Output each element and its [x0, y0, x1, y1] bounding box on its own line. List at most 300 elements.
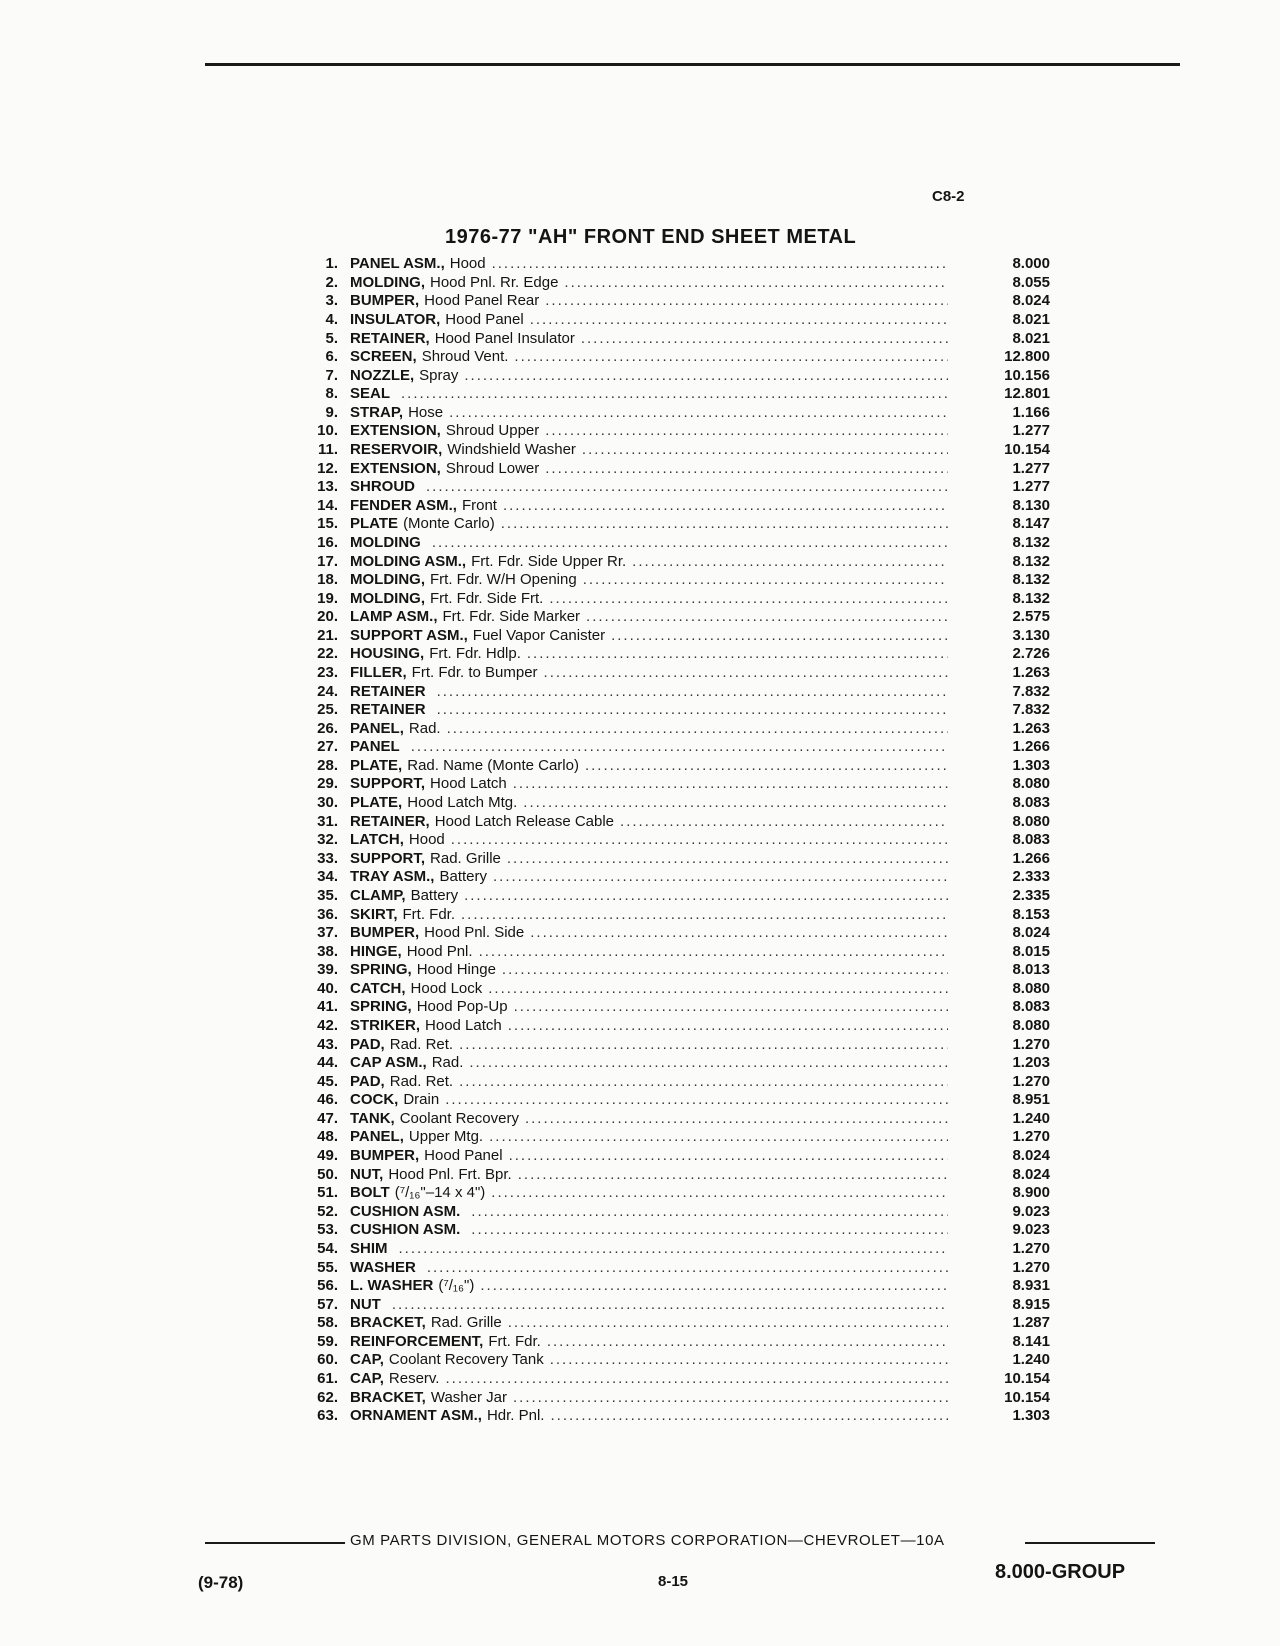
part-row: [300, 1110, 1060, 1129]
part-number: 21.: [317, 626, 338, 644]
leader-dots: [523, 794, 948, 812]
part-description: [350, 1389, 950, 1407]
part-number: 16.: [317, 533, 338, 551]
part-group-number: 1.240: [1012, 1109, 1050, 1127]
part-group-number: 8.147: [1012, 515, 1050, 533]
part-group-number: 8.130: [1012, 496, 1050, 514]
part-description: [350, 813, 950, 831]
part-row: [300, 385, 1060, 404]
part-row: [300, 1295, 1060, 1314]
leader-dots: [513, 775, 948, 793]
part-detail: Hood Pnl. Rr. Edge: [430, 273, 559, 291]
part-row: [300, 1277, 1060, 1296]
leader-dots: [530, 311, 948, 329]
part-row: [300, 1072, 1060, 1091]
part-group-number: 8.015: [1012, 942, 1050, 960]
part-row: [300, 887, 1060, 906]
part-detail: Frt. Fdr.: [402, 905, 456, 923]
part-description: [350, 701, 950, 719]
part-number: 34.: [317, 868, 338, 886]
part-name: REINFORCEMENT,: [350, 1332, 484, 1350]
leader-dots: [437, 683, 948, 701]
part-number: 10.: [317, 422, 338, 440]
part-group-number: 12.800: [1004, 348, 1050, 366]
part-number: 39.: [317, 961, 338, 979]
part-detail: Hood Hinge: [416, 961, 496, 979]
part-row: [300, 404, 1060, 423]
part-detail: Spray: [419, 366, 459, 384]
part-number: 54.: [317, 1239, 338, 1257]
part-group-number: 8.000: [1012, 255, 1050, 273]
part-detail: Drain: [403, 1091, 440, 1109]
part-row: [300, 1388, 1060, 1407]
part-group-number: 1.270: [1012, 1072, 1050, 1090]
part-name: SUPPORT,: [350, 849, 426, 867]
part-description: [350, 998, 950, 1016]
part-detail: Front: [461, 496, 497, 514]
part-name: PANEL,: [350, 1128, 404, 1146]
part-row: [300, 348, 1060, 367]
part-detail: Hood Panel: [424, 1147, 503, 1165]
part-name: WASHER: [350, 1258, 416, 1276]
part-number: 58.: [317, 1314, 338, 1332]
part-group-number: 1.203: [1012, 1054, 1050, 1072]
part-group-number: 8.024: [1012, 924, 1050, 942]
part-row: [300, 942, 1060, 961]
part-group-number: 8.083: [1012, 831, 1050, 849]
part-name: CLAMP,: [350, 886, 406, 904]
part-group-number: 7.832: [1012, 682, 1050, 700]
part-group-number: 1.266: [1012, 849, 1050, 867]
part-detail: Hood Pnl. Side: [424, 924, 525, 942]
part-detail: Hood Panel Rear: [424, 292, 540, 310]
part-description: [350, 1091, 950, 1109]
part-group-number: 1.240: [1012, 1351, 1050, 1369]
part-number: 30.: [317, 794, 338, 812]
part-group-number: 10.154: [1004, 441, 1050, 459]
part-row: [300, 1370, 1060, 1389]
part-number: 62.: [317, 1388, 338, 1406]
part-group-number: 1.263: [1012, 664, 1050, 681]
part-detail: (⁷/₁₆"–14 x 4"): [394, 1184, 486, 1202]
part-name: PANEL,: [350, 719, 404, 737]
part-number: 1.: [325, 255, 338, 273]
part-name: TANK,: [350, 1109, 395, 1127]
leader-dots: [503, 497, 948, 515]
part-detail: Hood Latch: [430, 775, 507, 793]
part-description: [350, 831, 950, 849]
part-detail: Battery: [410, 886, 459, 904]
part-row: [300, 1091, 1060, 1110]
part-description: [350, 1017, 950, 1035]
leader-dots: [507, 850, 948, 868]
leader-dots: [464, 887, 948, 905]
part-detail: Frt. Fdr. Hdlp.: [429, 645, 521, 663]
part-number: 41.: [317, 998, 338, 1016]
leader-dots: [451, 831, 948, 849]
part-description: [350, 1333, 950, 1351]
part-name: STRAP,: [350, 403, 404, 421]
part-row: [300, 366, 1060, 385]
footer-publisher: GM PARTS DIVISION, GENERAL MOTORS CORPORATION—CHEVROLET—10A: [350, 1532, 945, 1549]
part-row: [300, 571, 1060, 590]
part-row: [300, 757, 1060, 776]
part-detail: Hood Panel: [445, 311, 524, 329]
part-name: NUT: [350, 1295, 381, 1313]
leader-dots: [509, 1147, 948, 1165]
part-number: 23.: [317, 664, 338, 681]
leader-dots: [401, 385, 948, 403]
leader-dots: [471, 1221, 948, 1239]
part-group-number: 1.303: [1012, 756, 1050, 774]
part-description: [350, 720, 950, 738]
part-number: 28.: [317, 756, 338, 774]
part-name: CAP ASM.,: [350, 1054, 427, 1072]
part-row: [300, 1314, 1060, 1333]
part-name: SUPPORT,: [350, 775, 426, 793]
part-row: [300, 961, 1060, 980]
part-row: [300, 794, 1060, 813]
part-detail: Frt. Fdr. Side Marker: [442, 608, 581, 626]
part-row: [300, 497, 1060, 516]
part-name: MOLDING ASM.,: [350, 552, 467, 570]
leader-dots: [513, 1389, 948, 1407]
part-description: [350, 943, 950, 961]
part-row: [300, 608, 1060, 627]
leader-dots: [491, 1184, 948, 1202]
part-description: [350, 311, 950, 329]
part-description: [350, 924, 950, 942]
part-row: [300, 682, 1060, 701]
part-number: 11.: [317, 441, 338, 459]
part-detail: (⁷/₁₆"): [438, 1277, 475, 1295]
part-description: [350, 1296, 950, 1314]
part-group-number: 1.270: [1012, 1035, 1050, 1053]
part-name: MOLDING,: [350, 589, 425, 607]
part-name: SKIRT,: [350, 905, 398, 923]
leader-dots: [459, 1073, 948, 1091]
leader-dots: [411, 738, 948, 756]
part-number: 31.: [317, 812, 338, 830]
part-detail: Rad.: [408, 719, 441, 737]
part-row: [300, 534, 1060, 553]
part-number: 18.: [317, 571, 338, 589]
part-name: L. WASHER: [350, 1277, 434, 1295]
part-name: PLATE: [350, 515, 399, 533]
part-row: [300, 515, 1060, 534]
part-description: [350, 1184, 950, 1202]
part-number: 43.: [317, 1035, 338, 1053]
part-name: INSULATOR,: [350, 311, 441, 329]
part-group-number: 10.154: [1004, 1388, 1050, 1406]
part-number: 36.: [317, 905, 338, 923]
part-name: COCK,: [350, 1091, 399, 1109]
part-name: STRIKER,: [350, 1016, 421, 1034]
leader-dots: [545, 460, 948, 478]
leader-dots: [583, 571, 948, 589]
part-name: LATCH,: [350, 831, 404, 849]
part-row: [300, 924, 1060, 943]
part-group-number: 8.080: [1012, 979, 1050, 997]
part-description: [350, 255, 950, 273]
part-number: 13.: [317, 478, 338, 496]
part-group-number: 8.021: [1012, 311, 1050, 329]
part-detail: Shroud Upper: [445, 422, 540, 440]
part-name: SEAL: [350, 385, 391, 403]
part-row: [300, 627, 1060, 646]
part-number: 32.: [317, 831, 338, 849]
part-number: 37.: [317, 924, 338, 942]
part-number: 35.: [317, 886, 338, 904]
part-number: 61.: [317, 1369, 338, 1387]
part-detail: Frt. Fdr. W/H Opening: [430, 571, 577, 589]
part-description: [350, 367, 950, 385]
part-group-number: 8.132: [1012, 589, 1050, 607]
part-row: [300, 1147, 1060, 1166]
part-detail: Frt. Fdr. Side Upper Rr.: [471, 552, 627, 570]
part-number: 6.: [325, 348, 338, 366]
part-name: RETAINER: [350, 701, 426, 719]
part-number: 5.: [325, 329, 338, 347]
part-description: [350, 683, 950, 701]
part-detail: Hood Latch Mtg.: [407, 794, 518, 812]
part-row: [300, 868, 1060, 887]
part-description: [350, 478, 950, 496]
part-detail: Hood Pnl. Frt. Bpr.: [388, 1165, 512, 1183]
part-description: [350, 348, 950, 366]
leader-dots: [399, 1240, 949, 1258]
page-code: C8-2: [932, 188, 965, 205]
part-group-number: 8.024: [1012, 292, 1050, 310]
part-group-number: 8.021: [1012, 329, 1050, 347]
part-detail: Rad. Name (Monte Carlo): [407, 756, 579, 774]
part-description: [350, 1054, 950, 1072]
part-group-number: 8.153: [1012, 905, 1050, 923]
part-row: [300, 701, 1060, 720]
part-detail: Rad. Ret.: [389, 1035, 454, 1053]
part-detail: Shroud Lower: [445, 459, 540, 477]
leader-dots: [545, 292, 948, 310]
part-number: 4.: [325, 311, 338, 329]
leader-dots: [501, 515, 948, 533]
part-number: 55.: [317, 1258, 338, 1276]
part-number: 56.: [317, 1277, 338, 1295]
part-description: [350, 757, 950, 775]
part-description: [350, 850, 950, 868]
part-name: BUMPER,: [350, 292, 420, 310]
part-name: SHROUD: [350, 478, 416, 496]
part-description: [350, 460, 950, 478]
part-detail: Hood Pop-Up: [416, 998, 508, 1016]
leader-dots: [464, 367, 948, 385]
part-row: [300, 1407, 1060, 1426]
leader-dots: [518, 1166, 948, 1184]
part-row: [300, 1165, 1060, 1184]
part-group-number: 8.141: [1012, 1332, 1050, 1350]
part-number: 42.: [317, 1016, 338, 1034]
part-row: [300, 664, 1060, 683]
part-detail: Shroud Vent.: [421, 348, 509, 366]
part-name: BUMPER,: [350, 924, 420, 942]
footer-page-number: 8-15: [658, 1573, 689, 1590]
part-name: HINGE,: [350, 942, 402, 960]
part-number: 59.: [317, 1332, 338, 1350]
part-description: [350, 534, 950, 552]
part-row: [300, 589, 1060, 608]
part-row: [300, 552, 1060, 571]
part-detail: Frt. Fdr.: [488, 1332, 541, 1350]
part-description: [350, 274, 950, 292]
part-detail: Hood Panel Insulator: [434, 329, 575, 347]
part-row: [300, 1054, 1060, 1073]
part-description: [350, 515, 950, 533]
part-detail: Hose: [408, 403, 444, 421]
leader-dots: [525, 1110, 948, 1128]
part-group-number: 8.132: [1012, 533, 1050, 551]
part-description: [350, 590, 950, 608]
part-row: [300, 459, 1060, 478]
leader-dots: [489, 1128, 948, 1146]
part-name: NUT,: [350, 1165, 384, 1183]
leader-dots: [564, 274, 948, 292]
leader-dots: [530, 924, 948, 942]
leader-dots: [445, 1091, 948, 1109]
part-description: [350, 1036, 950, 1054]
part-description: [350, 738, 950, 756]
part-row: [300, 1258, 1060, 1277]
part-group-number: 1.277: [1012, 459, 1050, 477]
part-group-number: 1.287: [1012, 1314, 1050, 1332]
part-detail: Fuel Vapor Canister: [472, 626, 606, 644]
leader-dots: [585, 757, 948, 775]
part-description: [350, 906, 950, 924]
part-name: BUMPER,: [350, 1147, 420, 1165]
leader-dots: [508, 1314, 948, 1332]
part-number: 12.: [317, 459, 338, 477]
leader-dots: [459, 1036, 948, 1054]
part-detail: Hood Lock: [410, 979, 483, 997]
part-group-number: 8.931: [1012, 1277, 1050, 1295]
part-description: [350, 441, 950, 459]
part-number: 27.: [317, 738, 338, 756]
part-number: 22.: [317, 645, 338, 663]
part-name: RETAINER,: [350, 329, 430, 347]
part-group-number: 9.023: [1012, 1202, 1050, 1220]
part-name: FENDER ASM.,: [350, 496, 457, 514]
part-description: [350, 627, 950, 645]
part-row: [300, 311, 1060, 330]
part-description: [350, 1314, 950, 1332]
part-group-number: 2.333: [1012, 868, 1050, 886]
part-number: 52.: [317, 1202, 338, 1220]
part-group-number: 1.270: [1012, 1239, 1050, 1257]
part-detail: Frt. Fdr. Side Frt.: [430, 589, 544, 607]
part-number: 8.: [325, 385, 338, 403]
part-number: 53.: [317, 1221, 338, 1239]
part-group-number: 8.132: [1012, 552, 1050, 570]
part-group-number: 1.270: [1012, 1128, 1050, 1146]
leader-dots: [447, 720, 948, 738]
part-group-number: 8.083: [1012, 794, 1050, 812]
leader-dots: [437, 701, 948, 719]
leader-dots: [514, 348, 948, 366]
part-name: ORNAMENT ASM.,: [350, 1407, 482, 1425]
part-detail: Rad. Grille: [430, 849, 501, 867]
part-group-number: 1.166: [1012, 403, 1050, 421]
part-row: [300, 1017, 1060, 1036]
part-number: 19.: [317, 589, 338, 607]
leader-dots: [449, 404, 948, 422]
part-description: [350, 1370, 950, 1388]
part-row: [300, 850, 1060, 869]
part-name: SHIM: [350, 1239, 388, 1257]
part-group-number: 8.080: [1012, 812, 1050, 830]
part-name: PAD,: [350, 1035, 385, 1053]
leader-dots: [545, 422, 948, 440]
part-group-number: 3.130: [1012, 626, 1050, 644]
footer-date: (9-78): [198, 1573, 244, 1592]
leader-dots: [469, 1054, 948, 1072]
part-description: [350, 1128, 950, 1146]
part-row: [300, 738, 1060, 757]
part-group-number: 1.277: [1012, 422, 1050, 440]
leader-dots: [426, 478, 948, 496]
part-detail: Upper Mtg.: [408, 1128, 484, 1146]
leader-dots: [488, 980, 948, 998]
part-description: [350, 1221, 950, 1239]
part-group-number: 8.080: [1012, 1016, 1050, 1034]
part-detail: Hood Pnl.: [406, 942, 473, 960]
part-detail: Washer Jar: [430, 1388, 507, 1406]
part-description: [350, 1203, 950, 1221]
part-name: EXTENSION,: [350, 422, 441, 440]
part-name: NOZZLE,: [350, 366, 415, 384]
part-name: CUSHION ASM.: [350, 1221, 461, 1239]
part-group-number: 8.024: [1012, 1147, 1050, 1165]
part-description: [350, 571, 950, 589]
part-number: 2.: [325, 273, 338, 291]
part-number: 14.: [317, 496, 338, 514]
part-detail: Coolant Recovery Tank: [388, 1351, 544, 1369]
part-number: 48.: [317, 1128, 338, 1146]
part-description: [350, 1277, 950, 1295]
part-description: [350, 1110, 950, 1128]
part-description: [350, 775, 950, 793]
part-detail: Hdr. Pnl.: [486, 1407, 545, 1425]
part-number: 60.: [317, 1351, 338, 1369]
part-name: TRAY ASM.,: [350, 868, 435, 886]
footer-rule-right: [1025, 1542, 1155, 1544]
leader-dots: [432, 534, 948, 552]
leader-dots: [586, 608, 948, 626]
part-detail: Windshield Washer: [447, 441, 576, 459]
part-detail: Coolant Recovery: [399, 1109, 519, 1127]
part-name: BRACKET,: [350, 1314, 426, 1332]
part-group-number: 7.832: [1012, 701, 1050, 719]
part-row: [300, 1184, 1060, 1203]
part-row: [300, 998, 1060, 1017]
part-number: 40.: [317, 979, 338, 997]
part-name: CAP,: [350, 1369, 384, 1387]
part-group-number: 2.575: [1012, 608, 1050, 626]
part-name: PANEL ASM.,: [350, 255, 445, 273]
part-group-number: 1.277: [1012, 478, 1050, 496]
leader-dots: [549, 590, 948, 608]
part-row: [300, 831, 1060, 850]
part-group-number: 10.156: [1004, 366, 1050, 384]
part-description: [350, 961, 950, 979]
part-description: [350, 553, 950, 571]
